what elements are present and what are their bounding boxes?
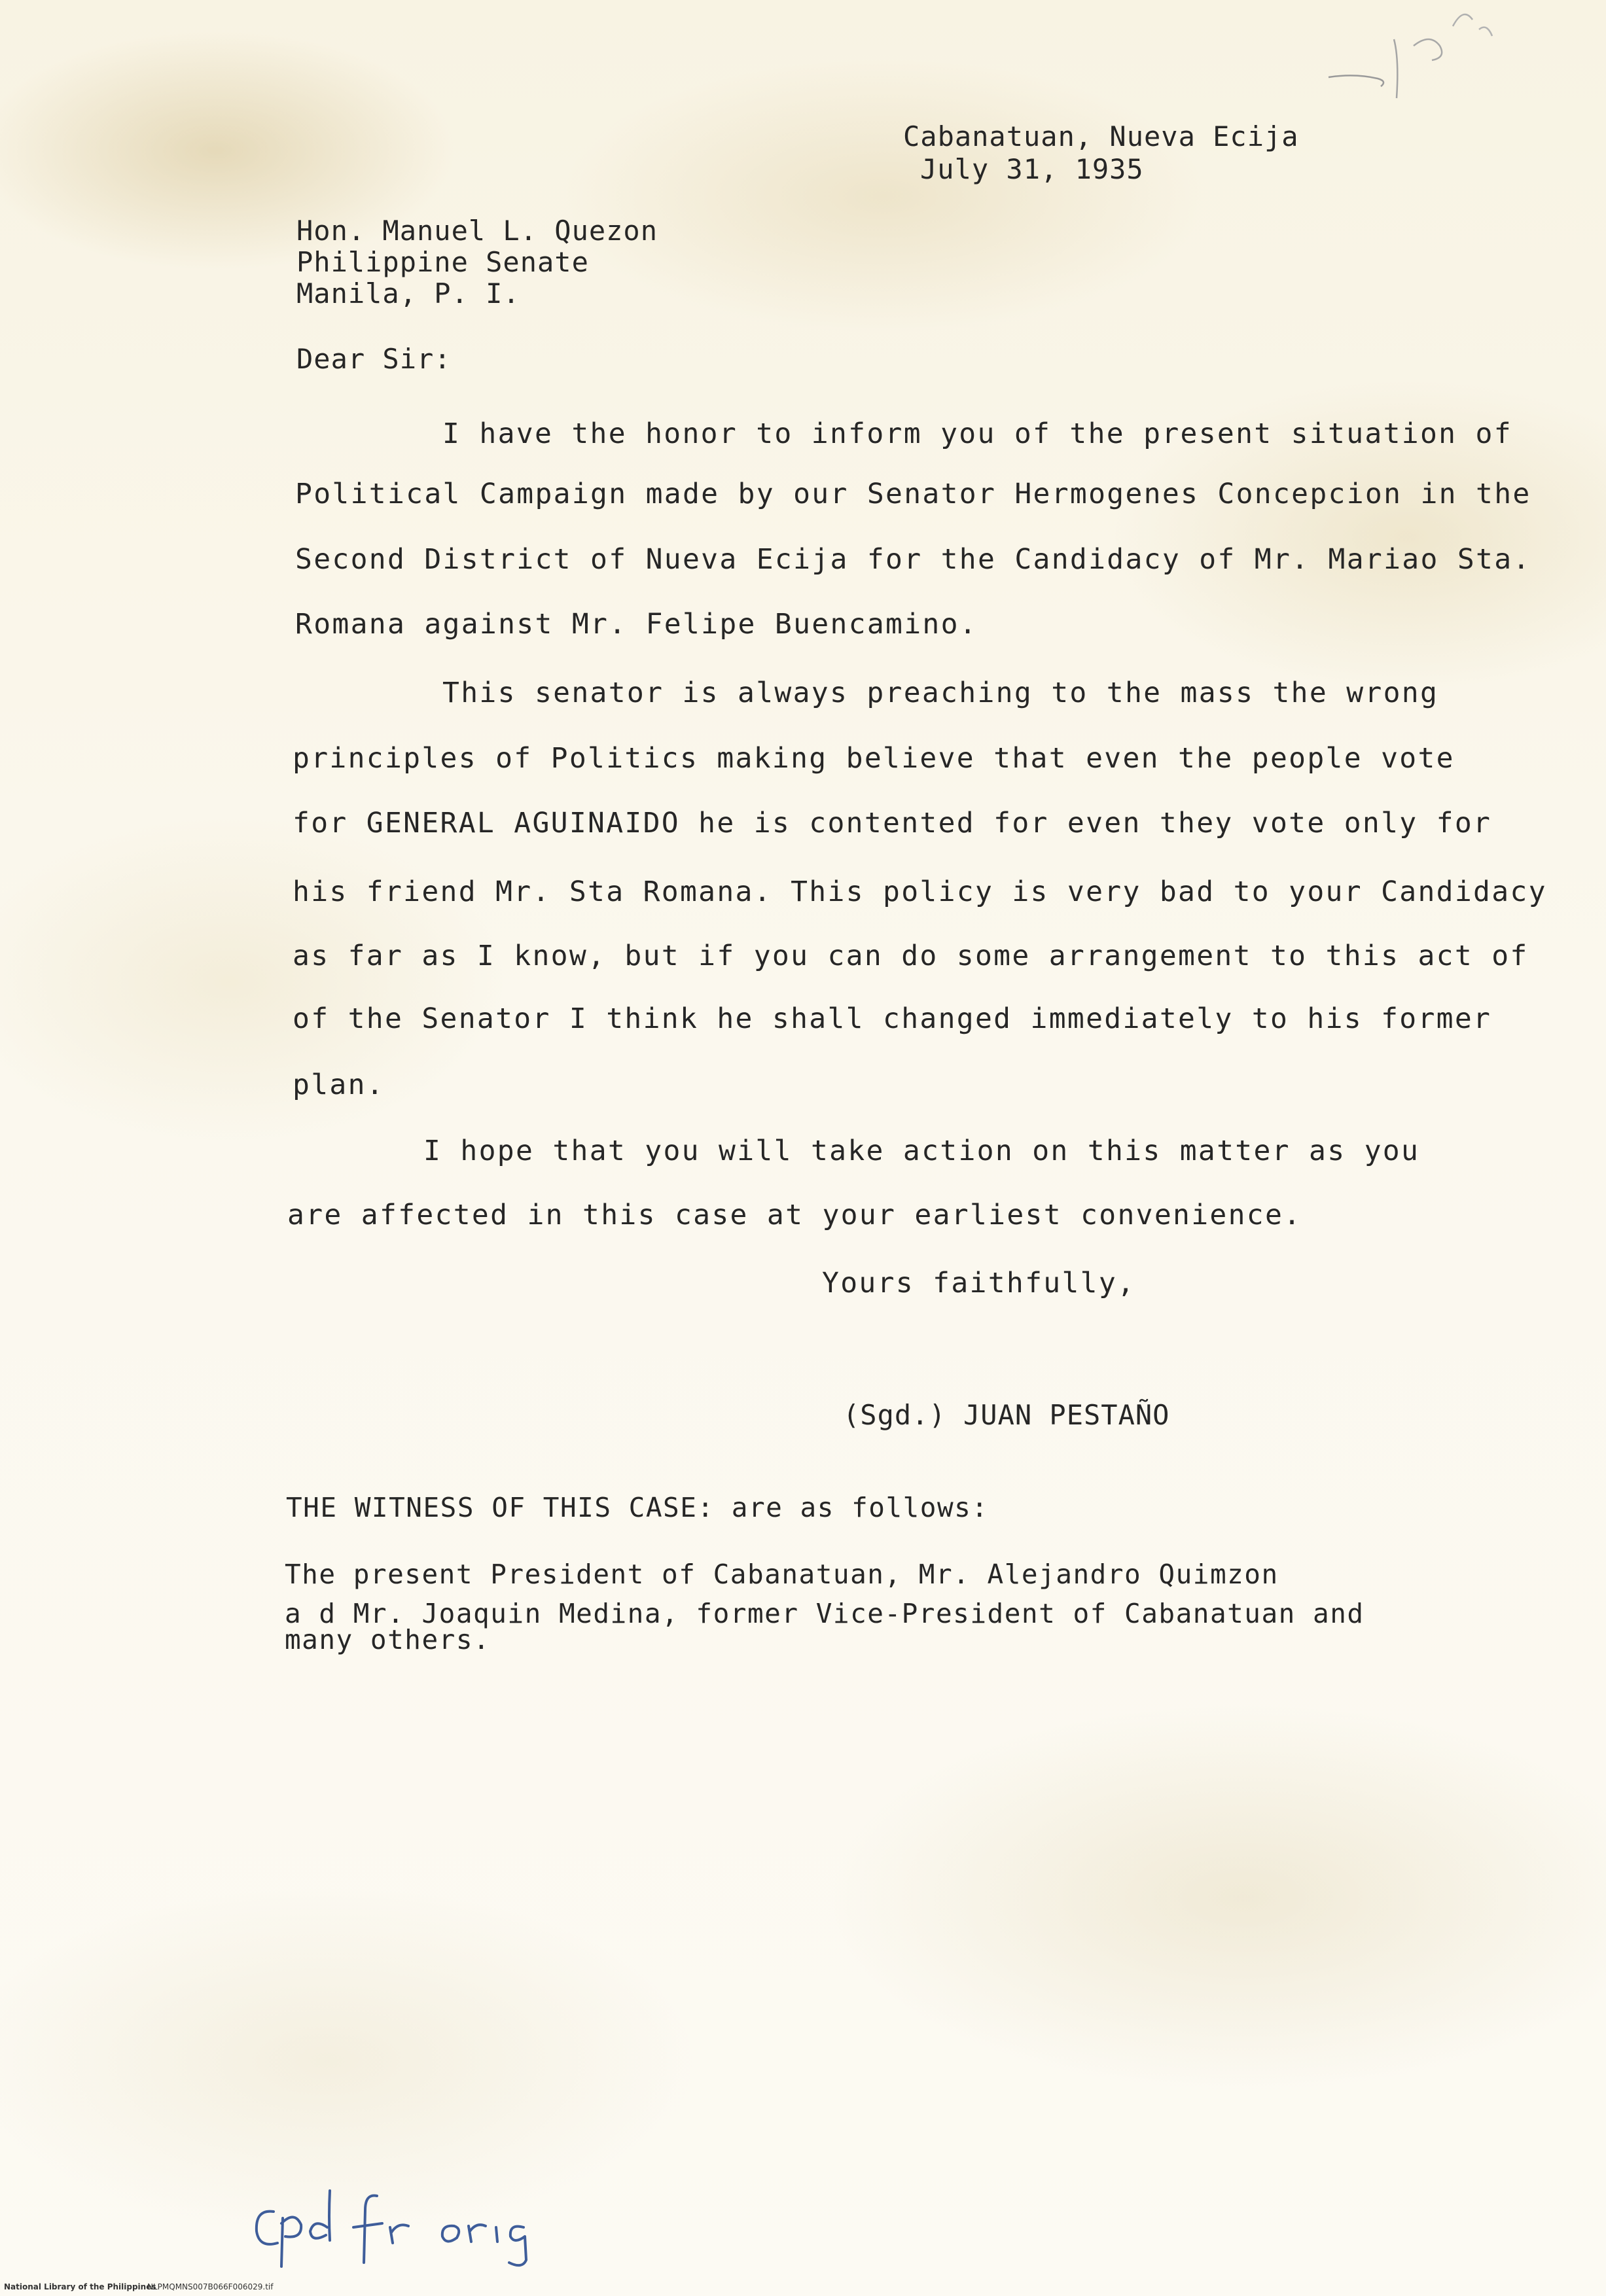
recipient-city: Manila, P. I. — [296, 277, 520, 309]
recipient-office: Philippine Senate — [296, 246, 589, 278]
paragraph1-line: Political Campaign made by our Senator Hermogenes Concepcion in the — [295, 478, 1531, 510]
witness-line: a d Mr. Joaquin Medina, former Vice-President of Cabanatuan and — [285, 1598, 1365, 1629]
paragraph2-line: as far as I know, but if you can do some arrangement to this act of — [293, 940, 1529, 972]
paragraph2-line: of the Senator I think he shall changed immediately to his former — [293, 1002, 1492, 1035]
signature: (Sgd.) JUAN PESTAÑO — [843, 1399, 1170, 1431]
paragraph1-line: I have the honor to inform you of the present situation of — [442, 417, 1512, 450]
closing: Yours faithfully, — [822, 1267, 1136, 1299]
handwritten-note — [249, 2171, 615, 2269]
paragraph1-line: Romana against Mr. Felipe Buencamino. — [295, 608, 978, 641]
paragraph2-line: This senator is always preaching to the mass the wrong — [442, 677, 1439, 709]
recipient-name: Hon. Manuel L. Quezon — [296, 215, 658, 247]
paragraph3-line: I hope that you will take action on this matter as you — [423, 1135, 1420, 1167]
paragraph2-line: plan. — [293, 1069, 385, 1101]
footer-institution: National Library of the Philippines — [4, 2282, 156, 2291]
letter-place: Cabanatuan, Nueva Ecija — [903, 120, 1299, 152]
paragraph2-line: for GENERAL AGUINAIDO he is contented for even they vote only for — [293, 807, 1492, 839]
paragraph1-line: Second District of Nueva Ecija for the Candidacy of Mr. Mariao Sta. — [295, 543, 1531, 576]
paragraph2-line: his friend Mr. Sta Romana. This policy is very bad to your Candidacy — [293, 875, 1547, 908]
witness-heading: THE WITNESS OF THIS CASE: are as follows: — [286, 1492, 989, 1523]
footer-filename: NLPMQMNS007B066F006029.tif — [147, 2282, 274, 2291]
paragraph3-line: are affected in this case at your earliest convenience. — [287, 1199, 1302, 1231]
letter-date: July 31, 1935 — [920, 153, 1144, 185]
paragraph2-line: principles of Politics making believe that even the people vote — [293, 742, 1455, 775]
salutation: Dear Sir: — [296, 343, 452, 375]
witness-line: many others. — [285, 1624, 491, 1655]
witness-line: The present President of Cabanatuan, Mr. Alejandro Quimzon — [285, 1559, 1279, 1590]
pencil-corner-mark — [1315, 0, 1512, 111]
